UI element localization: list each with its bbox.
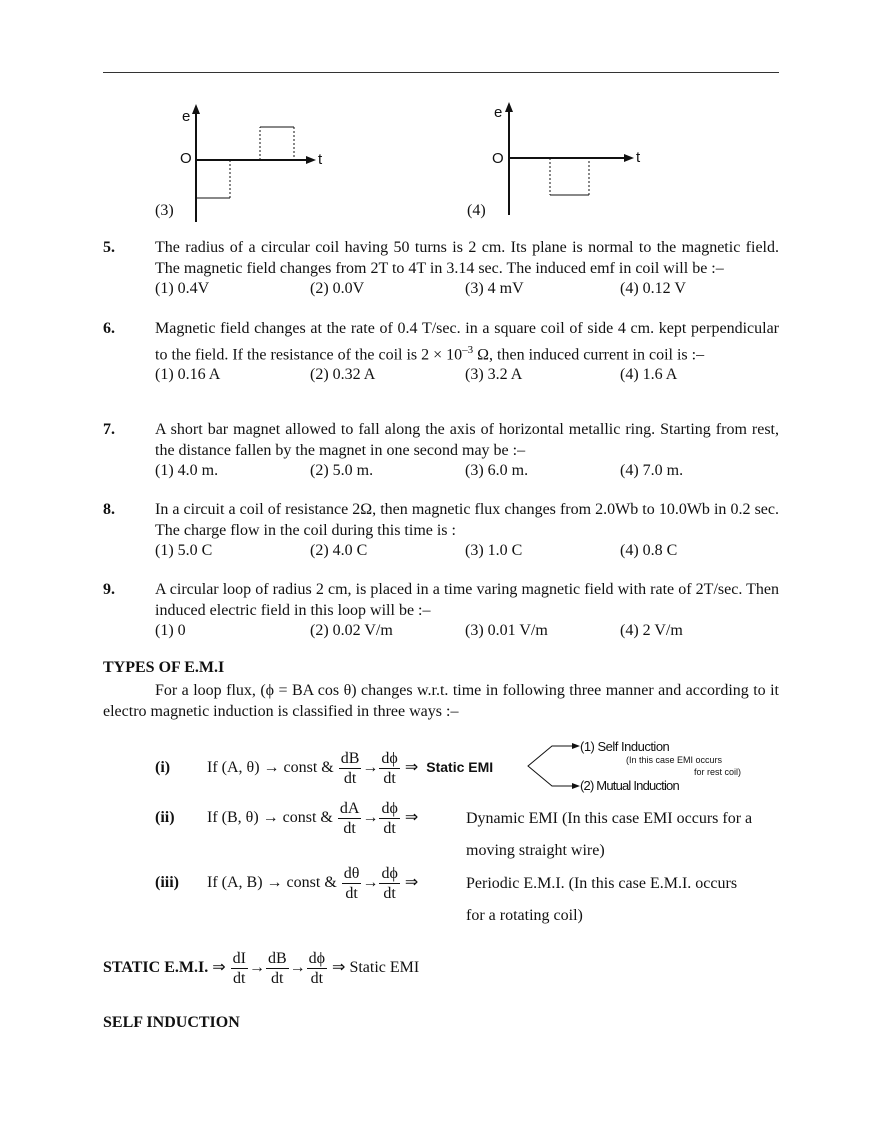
question-text: A short bar magnet allowed to fall along the axis of horizontal metallic ring. Starting from rest, the distance fallen by the magnet in one second may be :–	[155, 421, 779, 459]
numerator: dϕ	[381, 750, 398, 767]
question-5	[103, 238, 779, 300]
option-4: (4) 0.12 V	[620, 280, 686, 297]
fraction	[379, 799, 399, 838]
question-7	[103, 420, 779, 482]
option-3: (3) 1.0 C	[465, 542, 523, 559]
fraction	[231, 949, 248, 988]
fraction	[342, 864, 362, 903]
graph-4-origin: O	[492, 150, 504, 167]
arrow: →	[289, 959, 306, 977]
graph-4-x-label: t	[636, 149, 641, 166]
dynamic-emi-text: Dynamic EMI (In this case EMI occurs for a	[466, 810, 753, 827]
fraction	[379, 749, 399, 788]
graph-3-origin: O	[180, 150, 192, 167]
graph-4-y-label: e	[494, 104, 503, 121]
numerator: dϕ	[308, 950, 326, 967]
case-label: (ii)	[155, 809, 175, 827]
question-text: A circular loop of radius 2 cm, is placed in a time varing magnetic field with rate of 2T/sec. Then induced electric field in this loop will be :–	[155, 581, 779, 619]
arrow: →	[362, 809, 379, 827]
question-number: 5.	[103, 239, 115, 256]
question-8	[103, 500, 779, 562]
option-2: (2) 4.0 C	[310, 542, 368, 559]
question-number: 8.	[103, 501, 115, 518]
question-number: 9.	[103, 581, 115, 598]
static-emi-label: Static EMI	[426, 759, 494, 776]
fraction	[339, 749, 362, 788]
arrow: →	[362, 759, 379, 777]
section-heading-self-induction: SELF INDUCTION	[103, 1014, 240, 1031]
case-label: (iii)	[155, 874, 179, 892]
option-2: (2) 0.02 V/m	[310, 622, 393, 639]
text-part: Ω, then induced current in coil is :–	[473, 345, 705, 363]
fraction	[266, 949, 289, 988]
question-6	[103, 319, 779, 386]
implies: ⇒	[404, 809, 419, 827]
header-rule	[103, 72, 779, 73]
question-number: 7.	[103, 421, 115, 438]
question-9	[103, 580, 779, 642]
static-emi-heading: STATIC E.M.I.	[103, 959, 209, 977]
option-3: (3) 4 mV	[465, 280, 524, 297]
option-4: (4) 7.0 m.	[620, 462, 684, 479]
fraction	[379, 864, 399, 903]
arrow: →	[362, 874, 379, 892]
denominator: dt	[233, 970, 246, 987]
options	[155, 461, 779, 482]
periodic-emi-text: Periodic E.M.I. (In this case E.M.I. occurs	[466, 875, 738, 892]
section-heading-types-emi: TYPES OF E.M.I	[103, 659, 225, 676]
option-3: (3) 6.0 m.	[465, 462, 529, 479]
option-3: (3) 0.01 V/m	[465, 622, 548, 639]
graph-4-label: (4)	[467, 202, 486, 219]
implies: ⇒	[404, 759, 419, 777]
emf-graphs	[140, 100, 660, 225]
question-text: In a circuit a coil of resistance 2Ω, then magnetic flux changes from 2.0Wb to 10.0Wb in 0.2 sec. The charge flow in the coil during this time is :	[155, 501, 779, 539]
branch-note: (In this case EMI occurs	[626, 755, 723, 765]
numerator: dB	[267, 950, 287, 967]
option-1: (1) 0.4V	[155, 280, 210, 297]
implies: ⇒	[212, 959, 226, 977]
numerator: dθ	[343, 865, 360, 882]
numerator: dϕ	[381, 800, 398, 817]
option-2: (2) 0.32 A	[310, 366, 376, 384]
denominator: dt	[310, 970, 324, 987]
fraction	[307, 949, 327, 988]
options	[155, 621, 779, 642]
denominator: dt	[271, 970, 284, 987]
dynamic-emi-text: moving straight wire)	[466, 842, 605, 859]
denominator: dt	[383, 770, 396, 787]
option-4: (4) 2 V/m	[620, 622, 683, 639]
option-1: (1) 4.0 m.	[155, 462, 219, 479]
options	[155, 279, 779, 300]
branch-note: for rest coil)	[694, 767, 742, 777]
case-label: (i)	[155, 759, 171, 777]
question-text: The radius of a circular coil having 50 turns is 2 cm. Its plane is normal to the magnetic field. The magnetic field changes from 2T to 4T in 3.14 sec. The induced emf in coil will be :–	[155, 239, 779, 277]
periodic-emi-text: for a rotating coil)	[466, 907, 583, 924]
options	[155, 541, 779, 562]
option-2: (2) 5.0 m.	[310, 462, 374, 479]
graph-3-y-label: e	[182, 108, 191, 125]
condition: If (B, θ) → const &	[207, 809, 333, 827]
option-2: (2) 0.0V	[310, 280, 365, 297]
numerator: dϕ	[381, 865, 398, 882]
option-1: (1) 0.16 A	[155, 366, 221, 384]
exponent: –3	[462, 343, 474, 356]
option-3: (3) 3.2 A	[465, 366, 523, 384]
case-i	[155, 749, 493, 788]
question-number: 6.	[103, 320, 115, 337]
case-ii	[155, 799, 418, 838]
denominator: dt	[343, 770, 357, 787]
numerator: dB	[340, 750, 360, 767]
graph-3	[192, 104, 316, 222]
denominator: dt	[345, 885, 358, 902]
option-4: (4) 1.6 A	[620, 366, 678, 384]
denominator: dt	[383, 885, 396, 902]
static-emi-result: ⇒ Static EMI	[332, 959, 420, 977]
options	[155, 365, 779, 386]
denominator: dt	[383, 820, 396, 837]
static-emi-line	[103, 949, 419, 988]
mutual-induction-branch: (2) Mutual Induction	[580, 778, 679, 793]
denominator: dt	[343, 820, 356, 837]
graph-3-label: (3)	[155, 202, 174, 219]
graph-3-x-label: t	[318, 151, 323, 168]
case-iii	[155, 864, 418, 903]
graph-4	[505, 102, 634, 215]
implies: ⇒	[404, 874, 419, 892]
numerator: dA	[339, 800, 360, 817]
question-text	[155, 319, 779, 365]
numerator: dI	[232, 950, 246, 967]
option-1: (1) 5.0 C	[155, 542, 213, 559]
types-intro: For a loop flux, (ϕ = BA cos θ) changes w.r.t. time in following three manner and according to it electro magnetic induction is classified in three ways :–	[103, 682, 779, 720]
self-induction-branch: (1) Self Induction	[580, 739, 670, 754]
condition: If (A, θ) → const &	[207, 759, 334, 777]
option-1: (1) 0	[155, 622, 186, 639]
arrow: →	[248, 959, 265, 977]
condition: If (A, B) → const &	[207, 874, 337, 892]
text-part: Magnetic field changes at the rate of 0.4 T/sec. in a square coil of side 4 cm. kept perpendicular to the field. If the resistance of the coil is 2 × 10	[155, 320, 779, 363]
option-4: (4) 0.8 C	[620, 542, 678, 559]
fraction	[338, 799, 362, 838]
